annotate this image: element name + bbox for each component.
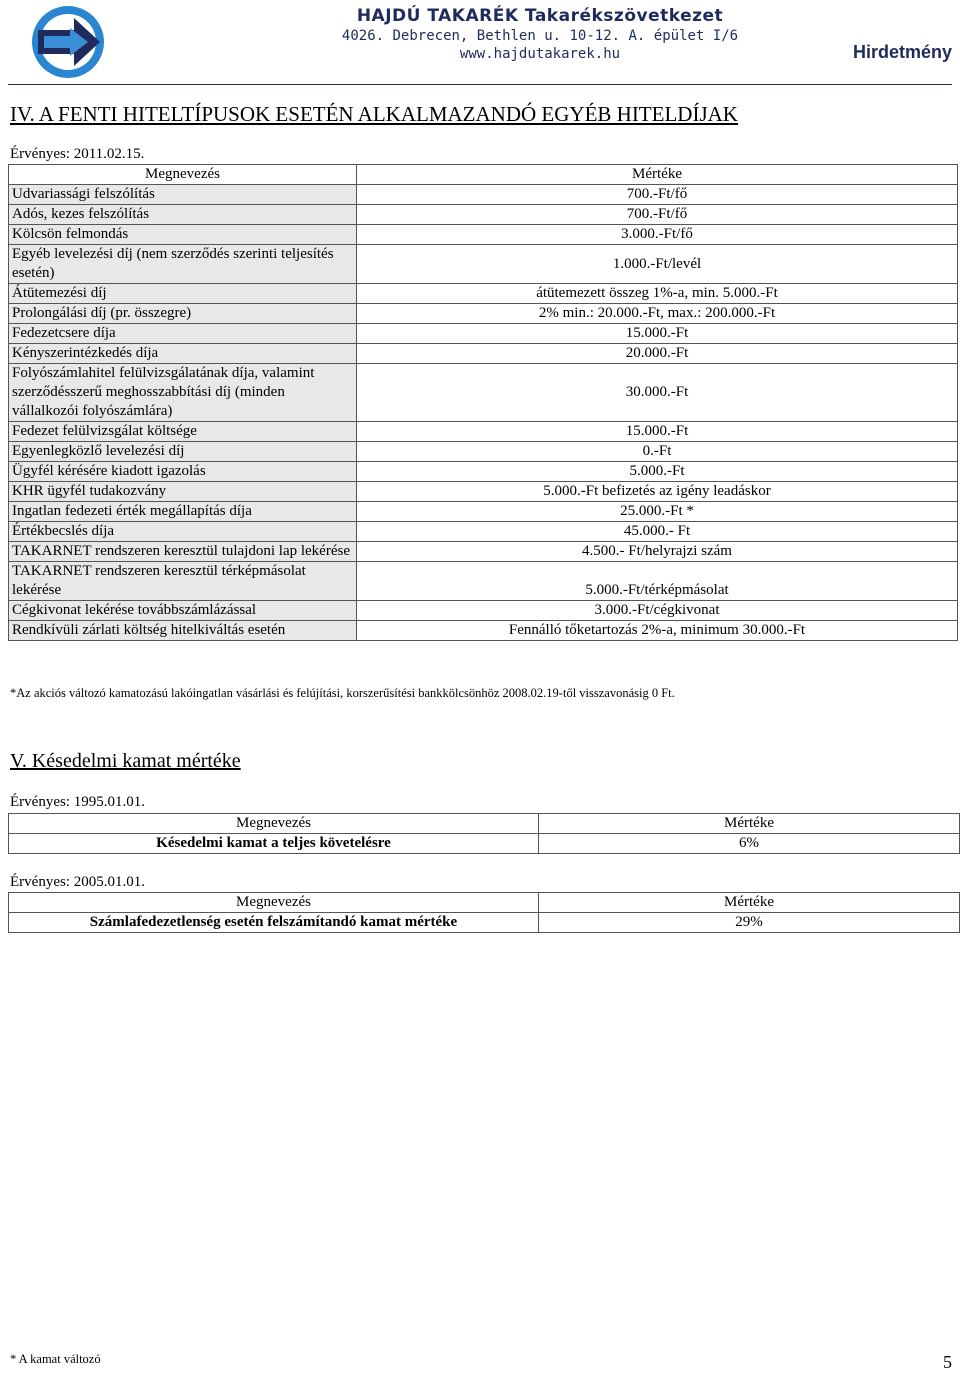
- fee-name: Kényszerintézkedés díja: [9, 344, 357, 364]
- table-row: [9, 245, 958, 284]
- table-row: [9, 344, 958, 364]
- table-row: [9, 422, 958, 442]
- table-header-row: [9, 814, 960, 834]
- table-row: [9, 324, 958, 344]
- table-header-row: [9, 165, 958, 185]
- interest-value: 6%: [539, 834, 960, 854]
- fee-value: 15.000.-Ft: [357, 324, 958, 344]
- fee-name: Udvariassági felszólítás: [9, 185, 357, 205]
- fee-value: 1.000.-Ft/levél: [357, 245, 958, 284]
- overdraft-interest-table: [8, 892, 960, 933]
- bank-header: [330, 6, 750, 62]
- bank-address: 4026. Debrecen, Bethlen u. 10-12. A. épület I/6: [341, 28, 739, 44]
- fee-value: 5.000.-Ft/térképmásolat: [357, 562, 958, 601]
- table-row: [9, 225, 958, 245]
- table-row: [9, 284, 958, 304]
- fee-name: TAKARNET rendszeren keresztül térképmásolat lekérése: [9, 562, 357, 601]
- bank-name: HAJDÚ TAKARÉK Takarékszövetkezet: [356, 6, 724, 26]
- table-row: [9, 462, 958, 482]
- fee-name: TAKARNET rendszeren keresztül tulajdoni lap lekérése: [9, 542, 357, 562]
- header-divider: [8, 84, 952, 85]
- fee-value: 700.-Ft/fő: [357, 185, 958, 205]
- interest-valid-date-2: Érvényes: 2005.01.01.: [10, 874, 145, 890]
- table-row: [9, 185, 958, 205]
- fee-name: Folyószámlahitel felülvizsgálatának díja, valamint szerződésszerű meghosszabbítási díj (minden vállalkozói folyószámlára): [9, 364, 357, 422]
- column-header-name: Megnevezés: [9, 893, 539, 913]
- page-footer-note: * A kamat változó: [10, 1352, 101, 1366]
- column-header-name: Megnevezés: [9, 165, 357, 185]
- section-4-footnote: *Az akciós változó kamatozású lakóingatlan vásárlási és felújítási, korszerűsítési bankkölcsönhöz 2008.02.19-től visszavonásig 0 Ft.: [10, 686, 675, 700]
- fee-value: 15.000.-Ft: [357, 422, 958, 442]
- column-header-name: Megnevezés: [9, 814, 539, 834]
- interest-name: Késedelmi kamat a teljes követelésre: [9, 834, 539, 854]
- bank-logo-icon: [30, 4, 108, 80]
- fee-value: 20.000.-Ft: [357, 344, 958, 364]
- table-row: [9, 562, 958, 601]
- fee-name: Cégkivonat lekérése továbbszámlázással: [9, 601, 357, 621]
- table-row: [9, 621, 958, 641]
- fee-name: Értékbecslés díja: [9, 522, 357, 542]
- fee-name: Egyéb levelezési díj (nem szerződés szerinti teljesítés esetén): [9, 245, 357, 284]
- section-4-valid-date: Érvényes: 2011.02.15.: [10, 146, 145, 162]
- table-row: [9, 482, 958, 502]
- table-row: [9, 542, 958, 562]
- fee-value: 3.000.-Ft/cégkivonat: [357, 601, 958, 621]
- fee-value: Fennálló tőketartozás 2%-a, minimum 30.000.-Ft: [357, 621, 958, 641]
- column-header-value: Mértéke: [539, 814, 960, 834]
- column-header-value: Mértéke: [357, 165, 958, 185]
- fee-value: 2% min.: 20.000.-Ft, max.: 200.000.-Ft: [357, 304, 958, 324]
- fee-value: átütemezett összeg 1%-a, min. 5.000.-Ft: [357, 284, 958, 304]
- interest-value: 29%: [539, 913, 960, 933]
- fee-value: 3.000.-Ft/fő: [357, 225, 958, 245]
- fees-table: [8, 164, 958, 641]
- column-header-value: Mértéke: [539, 893, 960, 913]
- fee-value: 4.500.- Ft/helyrajzi szám: [357, 542, 958, 562]
- fee-value: 25.000.-Ft *: [357, 502, 958, 522]
- fee-value: 0.-Ft: [357, 442, 958, 462]
- fee-name: Egyenlegközlő levelezési díj: [9, 442, 357, 462]
- bank-url[interactable]: www.hajdutakarek.hu: [459, 46, 621, 62]
- fee-value: 700.-Ft/fő: [357, 205, 958, 225]
- table-row: [9, 601, 958, 621]
- table-row: [9, 364, 958, 422]
- fee-value: 30.000.-Ft: [357, 364, 958, 422]
- table-row: [9, 522, 958, 542]
- table-row: [9, 502, 958, 522]
- fee-name: KHR ügyfél tudakozvány: [9, 482, 357, 502]
- fee-name: Prolongálási díj (pr. összegre): [9, 304, 357, 324]
- fee-value: 5.000.-Ft befizetés az igény leadáskor: [357, 482, 958, 502]
- late-interest-table: [8, 813, 960, 854]
- interest-name: Számlafedezetlenség esetén felszámítandó kamat mértéke: [9, 913, 539, 933]
- fee-name: Adós, kezes felszólítás: [9, 205, 357, 225]
- page-number: 5: [943, 1352, 952, 1372]
- table-row: [9, 442, 958, 462]
- fee-name: Rendkívüli zárlati költség hitelkiváltás esetén: [9, 621, 357, 641]
- document-type: Hirdetmény: [852, 42, 952, 62]
- section-4-title: IV. A FENTI HITELTÍPUSOK ESETÉN ALKALMAZANDÓ EGYÉB HITELDÍJAK: [10, 102, 738, 126]
- fee-value: 5.000.-Ft: [357, 462, 958, 482]
- table-header-row: [9, 893, 960, 913]
- fee-name: Ingatlan fedezeti érték megállapítás díja: [9, 502, 357, 522]
- table-row: [9, 205, 958, 225]
- table-row: [9, 304, 958, 324]
- fee-name: Fedezetcsere díja: [9, 324, 357, 344]
- table-row: [9, 834, 960, 854]
- interest-valid-date-1: Érvényes: 1995.01.01.: [10, 794, 145, 810]
- table-row: [9, 913, 960, 933]
- fee-name: Kölcsön felmondás: [9, 225, 357, 245]
- section-5-title: V. Késedelmi kamat mértéke: [10, 750, 241, 772]
- fee-name: Fedezet felülvizsgálat költsége: [9, 422, 357, 442]
- fee-name: Ügyfél kérésére kiadott igazolás: [9, 462, 357, 482]
- fee-name: Átütemezési díj: [9, 284, 357, 304]
- fee-value: 45.000.- Ft: [357, 522, 958, 542]
